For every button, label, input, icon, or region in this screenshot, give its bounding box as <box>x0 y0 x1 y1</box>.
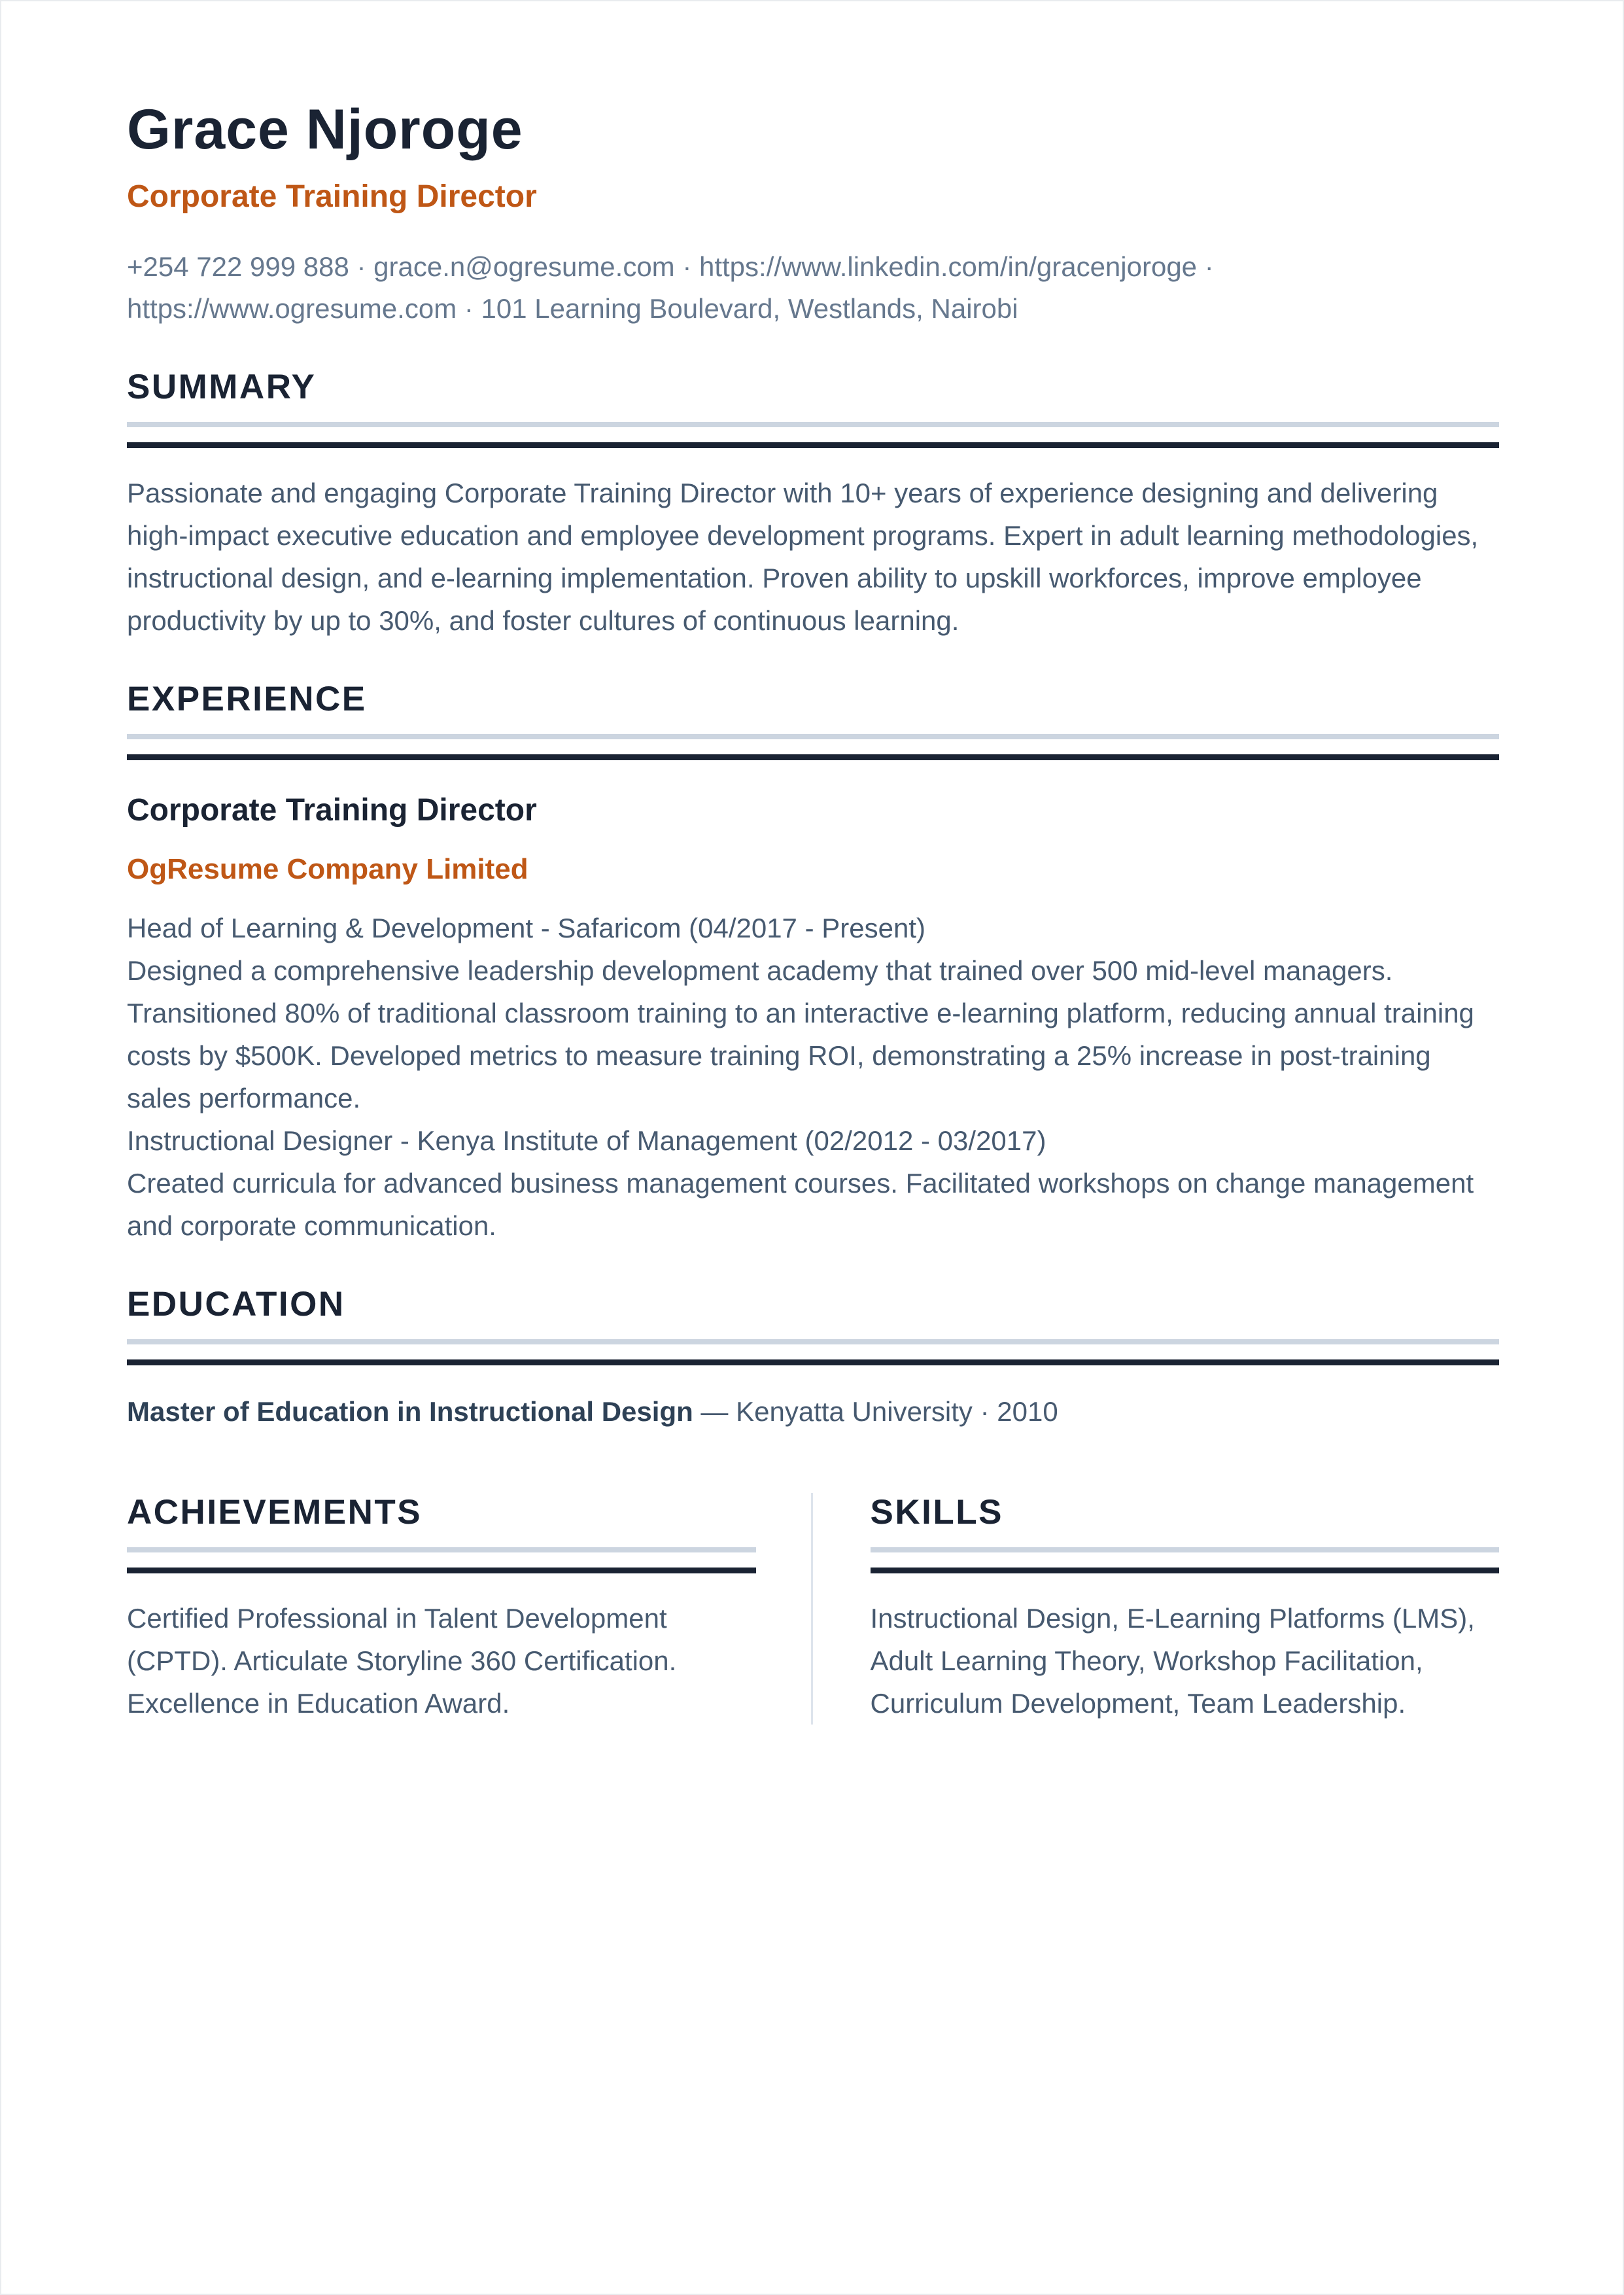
education-section <box>127 1285 1499 1433</box>
experience-details <box>127 907 1499 1247</box>
skills-text: Instructional Design, E-Learning Platforms (LMS), Adult Learning Theory, Workshop Facilitation, Curriculum Development, Team Leadership. <box>870 1602 1475 1719</box>
section-underline-light <box>871 1547 1500 1552</box>
achievements-heading: ACHIEVEMENTS <box>127 1492 423 1532</box>
experience-company: OgResume Company Limited <box>127 853 528 886</box>
resume-header <box>127 99 1499 330</box>
education-institution: — Kenyatta University · 2010 <box>693 1395 1058 1427</box>
education-entry <box>127 1390 1499 1433</box>
experience-description: Created curricula for advanced business management courses. Facilitated workshops on change management and corporate communication. <box>127 1167 1474 1241</box>
section-underline-light <box>127 734 1499 739</box>
section-underline-dark <box>127 1568 756 1573</box>
section-underline-light <box>127 1339 1499 1344</box>
summary-section <box>127 368 1499 642</box>
person-name: Grace Njoroge <box>127 98 523 161</box>
section-underline-dark <box>127 1359 1499 1365</box>
skills-section <box>813 1493 1500 1725</box>
experience-section <box>127 680 1499 1247</box>
section-underline-light <box>127 1547 756 1552</box>
education-heading: EDUCATION <box>127 1284 345 1323</box>
summary-text: Passionate and engaging Corporate Training Director with 10+ years of experience designing and delivering high-impact executive education and employee development programs. Expert in adult learning methodologies, instructional design, and e-learning implementation. Proven ability to upskill workforces, improve employee productivity by up to 30%, and foster cultures of continuous learning. <box>127 477 1479 636</box>
section-underline-light <box>127 422 1499 427</box>
achievements-text: Certified Professional in Talent Development (CPTD). Articulate Storyline 360 Certification. Excellence in Education Award. <box>127 1602 677 1719</box>
skills-heading: SKILLS <box>870 1492 1003 1532</box>
summary-heading: SUMMARY <box>127 367 317 406</box>
achievements-section <box>127 1493 813 1725</box>
person-job-title: Corporate Training Director <box>127 179 537 214</box>
experience-job-title: Corporate Training Director <box>127 792 537 828</box>
contact-line: +254 722 999 888 · grace.n@ogresume.com · https://www.linkedin.com/in/gracenjoroge · https://www.ogresume.com · 101 Learning Boulevard, Westlands, Nairobi <box>127 251 1214 324</box>
section-underline-dark <box>127 754 1499 760</box>
experience-role-line: Instructional Designer - Kenya Institute of Management (02/2012 - 03/2017) <box>127 1125 1046 1156</box>
section-underline-dark <box>127 442 1499 448</box>
experience-description: Designed a comprehensive leadership development academy that trained over 500 mid-level managers. Transitioned 80% of traditional classroom training to an interactive e-learning platform, reducing annual training costs by $500K. Developed metrics to measure training ROI, demonstrating a 25% increase in post-training sales performance. <box>127 955 1474 1113</box>
experience-heading: EXPERIENCE <box>127 679 367 718</box>
section-underline-dark <box>871 1568 1500 1573</box>
education-degree: Master of Education in Instructional Design <box>127 1395 693 1427</box>
bottom-columns <box>127 1493 1499 1725</box>
experience-role-line: Head of Learning & Development - Safaricom (04/2017 - Present) <box>127 912 925 943</box>
